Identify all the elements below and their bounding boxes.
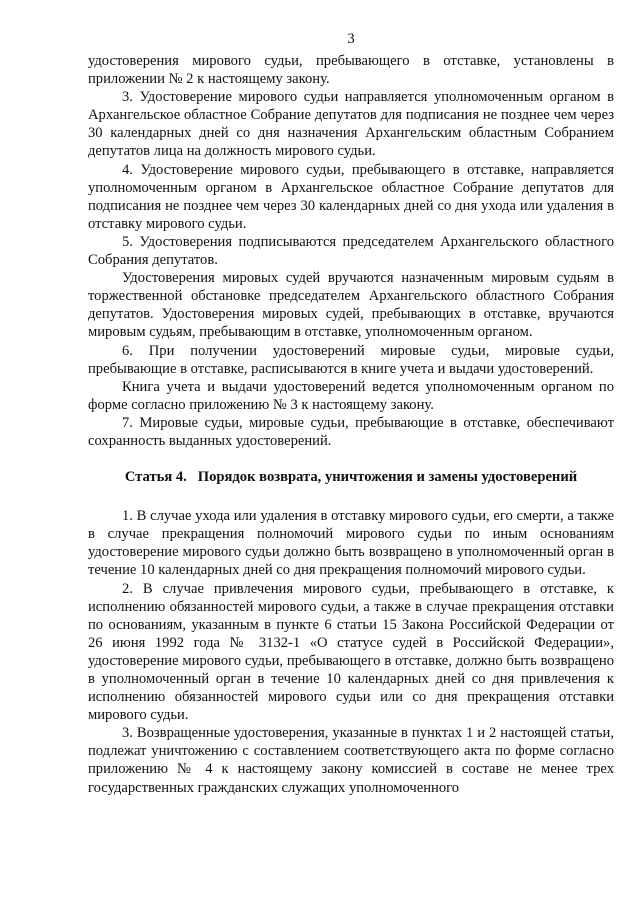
page-number: 3 bbox=[347, 31, 355, 47]
paragraph-item-4: 4. Удостоверение мирового судьи, пребывающего в отставке, направляется уполномоченным органом в Архангельское областное Собрание депутатов для подписания не позднее чем через 30 календарных дней со дня ухода или удаления в отставку мирового судьи. bbox=[88, 161, 614, 232]
paragraph-item-5-detail: Удостоверения мировых судей вручаются назначенным мировым судьям в торжественной обстановке председателем Архангельского областного Собрания депутатов. Удостоверения мировых судей, пребывающих в отставке, вручаются мировым судьям, пребывающим в отставке, уполномоченным органом. bbox=[88, 270, 614, 341]
article-4-paragraph-2: 2. В случае привлечения мирового судьи, пребывающего в отставке, к исполнению обязанностей мирового судьи, а также в случае прекращения отставки по основаниям, указанным в пункте 6 статьи 15 Закона Российской Федерации от 26 июня 1992 года № 3132-1 «О статусе судей в Российской Федерации», удостоверение мирового судьи, пребывающего в отставке, должно быть возвращено в уполномоченный орган в течение 10 календарных дней со дня привлечения к исполнению обязанностей мирового судьи или со дня прекращения отставки мирового судьи. bbox=[88, 580, 614, 724]
paragraph-continuation: удостоверения мирового судьи, пребывающего в отставке, установлены в приложении № 2 к настоящему закону. bbox=[88, 53, 614, 88]
paragraph-item-6-detail: Книга учета и выдачи удостоверений ведется уполномоченным органом по форме согласно приложению № 3 к настоящему закону. bbox=[88, 378, 614, 413]
paragraph-item-3: 3. Удостоверение мирового судьи направляется уполномоченным органом в Архангельское областное Собрание депутатов для подписания не позднее чем через 30 календарных дней со дня назначения Архангельским областным Собранием депутатов лица на должность мирового судьи. bbox=[88, 89, 614, 160]
article-4-paragraph-1: 1. В случае ухода или удаления в отставку мирового судьи, его смерти, а также в случае прекращения полномочий мирового судьи по иным основаниям удостоверение мирового судьи должно быть возвращено в уполномоченный орган в течение 10 календарных дней со дня прекращения полномочий мирового судьи. bbox=[88, 508, 614, 579]
paragraph-item-7: 7. Мировые судьи, мировые судьи, пребывающие в отставке, обеспечивают сохранность выданных удостоверений. bbox=[88, 414, 614, 449]
paragraph-item-6: 6. При получении удостоверений мировые судьи, мировые судьи, пребывающие в отставке, расписываются в книге учета и выдачи удостоверений. bbox=[88, 342, 614, 377]
article-4-paragraph-3: 3. Возвращенные удостоверения, указанные в пунктах 1 и 2 настоящей статьи, подлежат уничтожению с составлением соответствующего акта по форме согласно приложению № 4 к настоящему закону комиссией в составе не менее трех государственных гражданских служащих уполномоченного bbox=[88, 725, 614, 796]
article-heading: Статья 4. Порядок возврата, уничтожения и замены удостоверений bbox=[124, 469, 578, 486]
paragraph-item-5: 5. Удостоверения подписываются председателем Архангельского областного Собрания депутатов. bbox=[88, 233, 614, 269]
document-page bbox=[88, 30, 614, 797]
